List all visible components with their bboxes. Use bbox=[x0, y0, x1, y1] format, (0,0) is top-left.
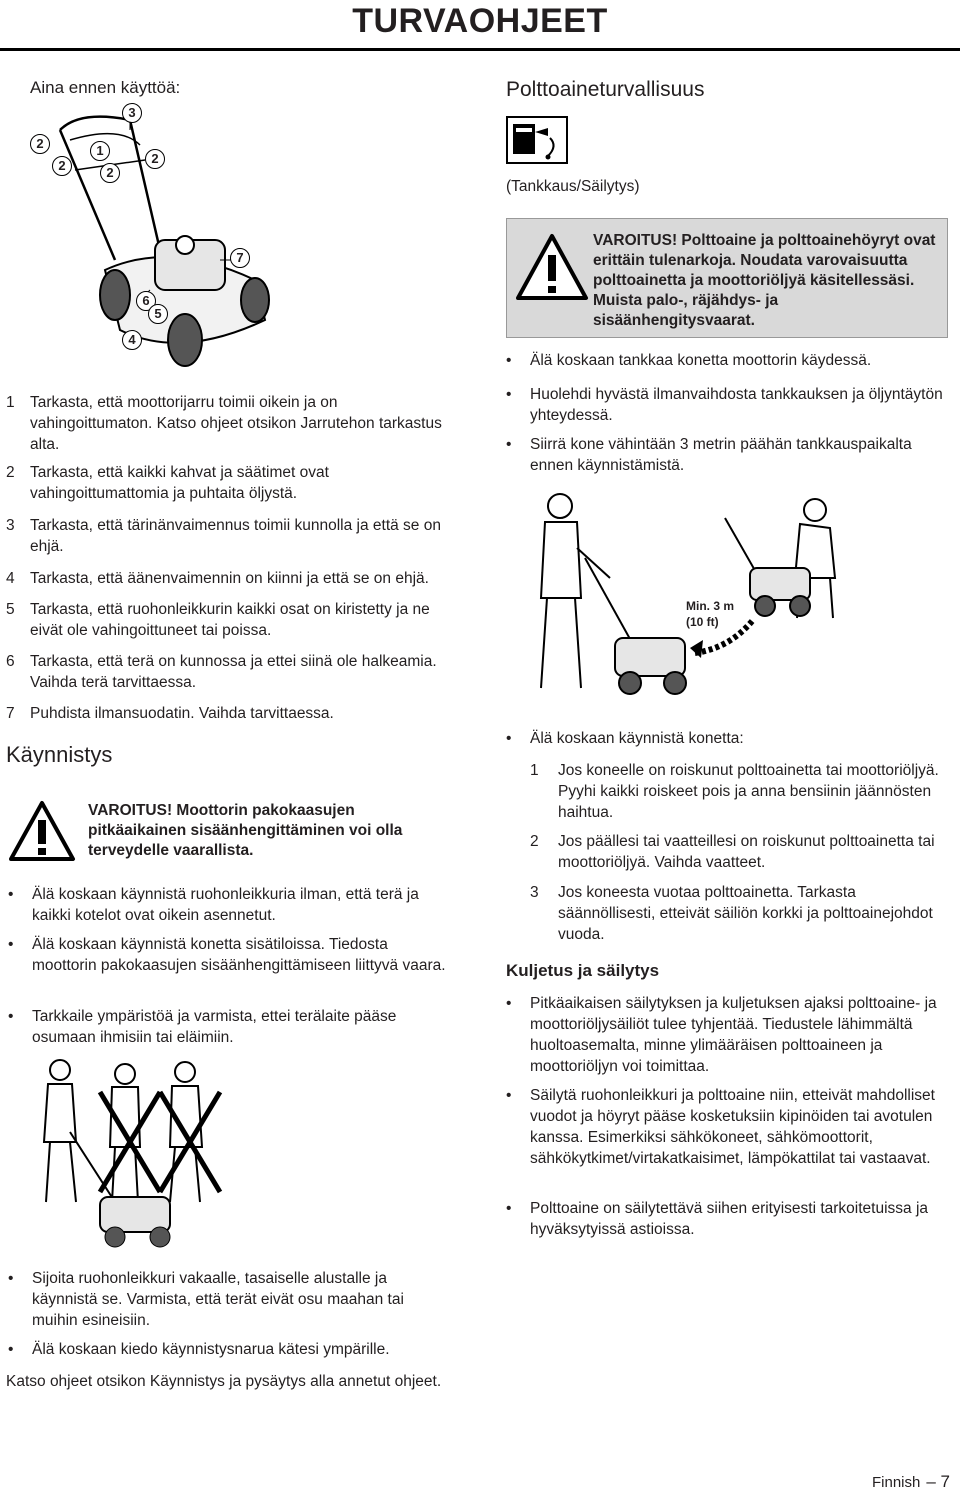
exhaust-warning bbox=[8, 795, 453, 867]
checklist-item: 4 Tarkasta, että äänenvaimennin on kiinni ja että se on ehjä. bbox=[6, 570, 429, 587]
list-item: • Älä koskaan käynnistä konetta: bbox=[506, 730, 744, 747]
warning-lead: VAROITUS! bbox=[88, 802, 173, 819]
closing-note: Katso ohjeet otsikon Käynnistys ja pysäytys alla annetut ohjeet. bbox=[6, 1373, 442, 1390]
list-item: • Älä koskaan tankkaa konetta moottorin käydessä. bbox=[506, 352, 872, 369]
callout-4: 4 bbox=[122, 330, 142, 350]
callout-2: 2 bbox=[145, 149, 165, 169]
callout-2: 2 bbox=[100, 163, 120, 183]
list-item: • Huolehdi hyvästä ilmanvaihdosta tankkauksen ja öljyntäytön yhteydessä. bbox=[506, 386, 943, 424]
callout-7: 7 bbox=[230, 248, 250, 268]
never-start-item: 2 Jos päällesi tai vaatteillesi on roiskunut polttoainetta tai moottoriöljyä. Vaihda vaatteet. bbox=[530, 833, 935, 871]
fuel-safety-title: Polttoaineturvallisuus bbox=[506, 78, 705, 101]
refuel-distance-illustration bbox=[515, 488, 855, 708]
never-start-item: 1 Jos koneelle on roiskunut polttoainetta tai moottoriöljyä. Pyyhi kaikki roiskeet pois ja anna bensiinin jäännösten haihtua. bbox=[530, 762, 939, 821]
callout-3: 3 bbox=[122, 103, 142, 123]
checklist-item: 3 Tarkasta, että tärinänvaimennus toimii kunnolla ja että se on ehjä. bbox=[6, 517, 441, 555]
bystanders-illustration bbox=[20, 1052, 240, 1252]
callout-5: 5 bbox=[148, 304, 168, 324]
list-item: • Sijoita ruohonleikkuri vakaalle, tasaiselle alustalle ja käynnistä se. Varmista, että terät eivät osu maahan tai muihin esineisiin. bbox=[8, 1270, 404, 1329]
mower-parts-illustration bbox=[20, 100, 320, 370]
checklist-item: 1 Tarkasta, että moottorijarru toimii oikein ja on vahingoittumaton. Katso ohjeet otsikon Jarrutehon tarkastus alta. bbox=[6, 394, 442, 453]
fuel-subtitle: (Tankkaus/Säilytys) bbox=[506, 178, 640, 195]
list-item: • Pitkäaikaisen säilytyksen ja kuljetuksen ajaksi polttoaine- ja moottoriöljysäiliöt tulee tyhjentää. Tiedustele lähimmältä huoltoasemalta, minne ylimääräisen polttoaineen ja moottoriöljyn voi toimittaa. bbox=[506, 995, 937, 1075]
page-title: TURVAOHJEET bbox=[352, 2, 608, 40]
list-item: • Älä koskaan käynnistä konetta sisätiloissa. Tiedosta moottorin pakokaasujen sisäänhengittämiseen liittyvä vaara. bbox=[8, 936, 446, 974]
never-start-item: 3 Jos koneesta vuotaa polttoainetta. Tarkasta säännöllisesti, etteivät säiliön korkki ja polttoainejohdot vuoda. bbox=[530, 884, 933, 943]
callout-2: 2 bbox=[30, 134, 50, 154]
list-item: • Polttoaine on säilytettävä siihen erityisesti tarkoitetuissa ja hyväksytyissä astioissa. bbox=[506, 1200, 929, 1238]
distance-label: Min. 3 m (10 ft) bbox=[686, 599, 735, 629]
fuel-can-icon bbox=[506, 116, 568, 164]
checklist-item: 6 Tarkasta, että terä on kunnossa ja ettei siinä ole halkeamia. Vaihda terä tarvittaessa. bbox=[6, 653, 437, 691]
page-footer bbox=[872, 1472, 950, 1492]
callout-2: 2 bbox=[52, 156, 72, 176]
list-item: • Älä koskaan käynnistä ruohonleikkuria ilman, että terä ja kaikki kotelot ovat oikein asennetut. bbox=[8, 886, 419, 924]
warning-triangle-icon bbox=[8, 800, 76, 862]
warning-triangle-icon bbox=[515, 233, 589, 301]
callout-1: 1 bbox=[90, 141, 110, 161]
callout-6: 6 bbox=[136, 291, 156, 311]
list-item: • Tarkkaile ympäristöä ja varmista, ettei terälaite pääse osumaan ihmisiin tai eläimiin. bbox=[8, 1008, 397, 1046]
footer-language: Finnish bbox=[871, 1474, 921, 1491]
warning-text: Polttoaine ja polttoainehöyryt ovat erittäin tulenarkoja. Noudata varovaisuutta polttoainetta ja moottoriöljyä käsitellessäsi. Muista palo-, räjähdys- ja sisäänhengitysvaarat. bbox=[593, 232, 936, 329]
list-item: • Siirrä kone vähintään 3 metrin päähän tankkauspaikalta ennen käynnistämistä. bbox=[506, 436, 912, 474]
checklist-item: 2 Tarkasta, että kaikki kahvat ja säätimet ovat vahingoittumattomia ja puhtaita öljystä. bbox=[6, 464, 329, 502]
warning-lead: VAROITUS! bbox=[593, 232, 678, 249]
checklist-item: 5 Tarkasta, että ruohonleikkurin kaikki osat on kiristetty ja ne eivät ole vahingoittuneet tai poissa. bbox=[6, 601, 430, 639]
fuel-warning bbox=[506, 218, 948, 338]
list-item: • Älä koskaan kiedo käynnistysnarua kätesi ympärille. bbox=[8, 1341, 390, 1358]
page-number: – 7 bbox=[926, 1472, 950, 1491]
before-use-title: Aina ennen käyttöä: bbox=[30, 78, 181, 97]
title-divider bbox=[0, 48, 960, 51]
warning-text: Moottorin pakokaasujen pitkäaikainen sisäänhengittäminen voi olla terveydelle vaarallista. bbox=[88, 802, 403, 859]
checklist-item: 7 Puhdista ilmansuodatin. Vaihda tarvittaessa. bbox=[6, 705, 334, 722]
transport-heading: Kuljetus ja säilytys bbox=[506, 961, 660, 980]
list-item: • Säilytä ruohonleikkuri ja polttoaine niin, etteivät mahdolliset vuodot ja höyryt pääse kosketuksiin kipinöiden tai avotulen kanssa. Esimerkiksi sähkökoneet, sähkömoottorit, sähkökytkimet/virtakatkaisimet, lämpökattilat tai vastaavat. bbox=[506, 1087, 935, 1167]
starting-heading: Käynnistys bbox=[6, 742, 113, 767]
